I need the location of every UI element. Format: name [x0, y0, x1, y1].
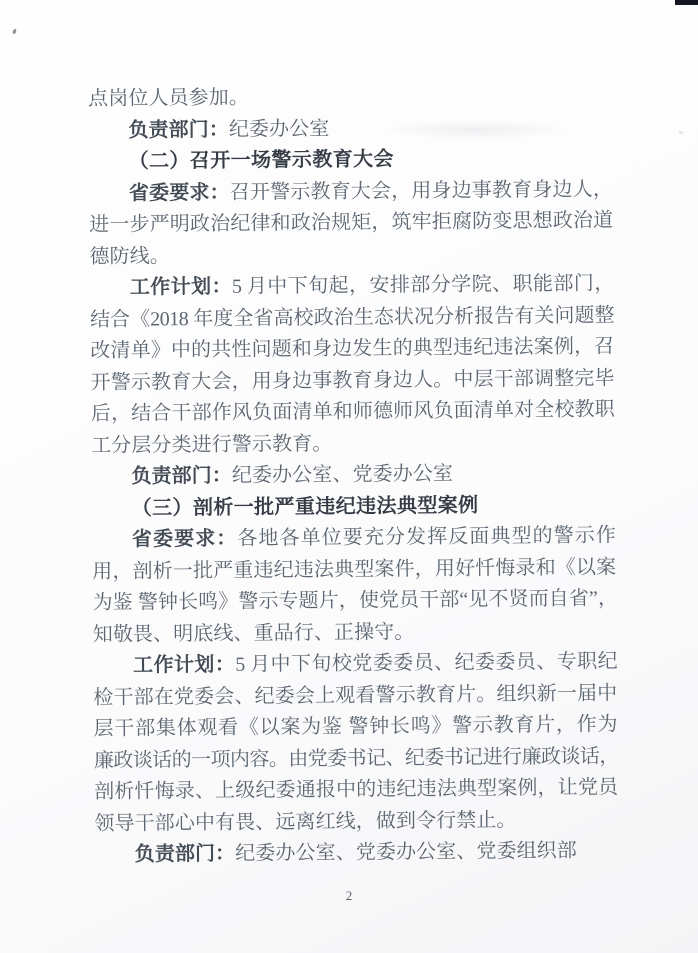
scan-speck [12, 29, 16, 35]
field-value: 纪委办公室、党委办公室 [231, 462, 454, 487]
paragraph-line [90, 268, 614, 304]
field-value: 纪委办公室、党委办公室、党委组织部 [235, 839, 578, 865]
field-value: 纪委办公室 [228, 117, 330, 141]
responsible-dept-line [95, 835, 619, 871]
scan-speck [679, 131, 683, 134]
page-number: 2 [345, 888, 353, 903]
paragraph-line: 工分层分类进行警示教育。 [91, 432, 333, 457]
paragraph-line: 进一步严明政治纪律和政治规矩，筑牢拒腐防变思想政治道 [89, 209, 614, 236]
paragraph-line: 剖析忏悔录、上级纪委通报中的违纪违法典型案例，让党员 [94, 776, 619, 803]
field-label: 省委要求： [128, 181, 230, 205]
field-label: 工作计划： [132, 653, 236, 677]
paragraph-line: 检干部在党委会、纪委会上观看警示教育片。组织新一届中 [93, 681, 618, 709]
paragraph-line: 后，结合干部作风负面清单和师德师风负面清单对全校教职 [90, 398, 615, 425]
responsible-dept-line [88, 111, 612, 147]
scan-edge-artifact [675, 0, 698, 5]
paragraph-line: 廉政谈话的一项内容。由党委书记、纪委书记进行廉政谈话， [93, 744, 618, 772]
section-heading: （二）召开一场警示教育大会 [128, 148, 394, 173]
paragraph-line: 点岗位人员参加。 [88, 86, 250, 110]
field-label: 负责部门： [128, 118, 229, 142]
section-heading: （三）剖析一批严重违纪违法典型案例 [131, 494, 479, 520]
paragraph-text: 召开警示教育大会，用身边事教育身边人， [229, 177, 614, 204]
document-body [88, 79, 619, 871]
paragraph-line: 开警示教育大会，用身边事教育身边人。中层干部调整完毕 [90, 366, 615, 394]
responsible-dept-line [91, 457, 615, 493]
paragraph-text: 各地各单位要充分发挥反面典型的警示作 [237, 524, 617, 550]
field-label: 省委要求： [131, 527, 238, 551]
paragraph-line: 德防线。 [89, 244, 171, 268]
field-label: 负责部门： [134, 842, 236, 866]
paragraph-text: 5 月中下旬起，安排部分学院、职能部门， [231, 272, 614, 298]
field-label: 工作计划： [129, 275, 233, 299]
paragraph-line: 领导干部心中有畏、远离红线，做到令行禁止。 [94, 808, 517, 835]
paragraph-line: 改清单》中的共性问题和身边发生的典型违纪违法案例，召 [90, 335, 615, 362]
paragraph-line: 层干部集体观看《以案为鉴 警钟长鸣》警示教育片，作为 [93, 713, 618, 740]
field-label: 负责部门： [131, 464, 233, 488]
paragraph-line: 用，剖析一批严重违纪违法典型案件，用好忏悔录和《以案 [92, 555, 617, 583]
paragraph-line: 知敬畏、明底线、重品行、正操守。 [92, 620, 415, 646]
paragraph-line: 为鉴 警钟长鸣》警示专题片，使党员干部“见不贤而自省”， [92, 587, 617, 614]
paragraph-line [92, 520, 616, 556]
paragraph-line: 结合《2018 年度全省高校政治生态状况分析报告有关问题整 [89, 303, 615, 331]
paragraph-text: 5 月中下旬校党委委员、纪委委员、专职纪 [235, 650, 618, 676]
paragraph-line [93, 646, 617, 682]
paragraph-line [89, 174, 613, 210]
